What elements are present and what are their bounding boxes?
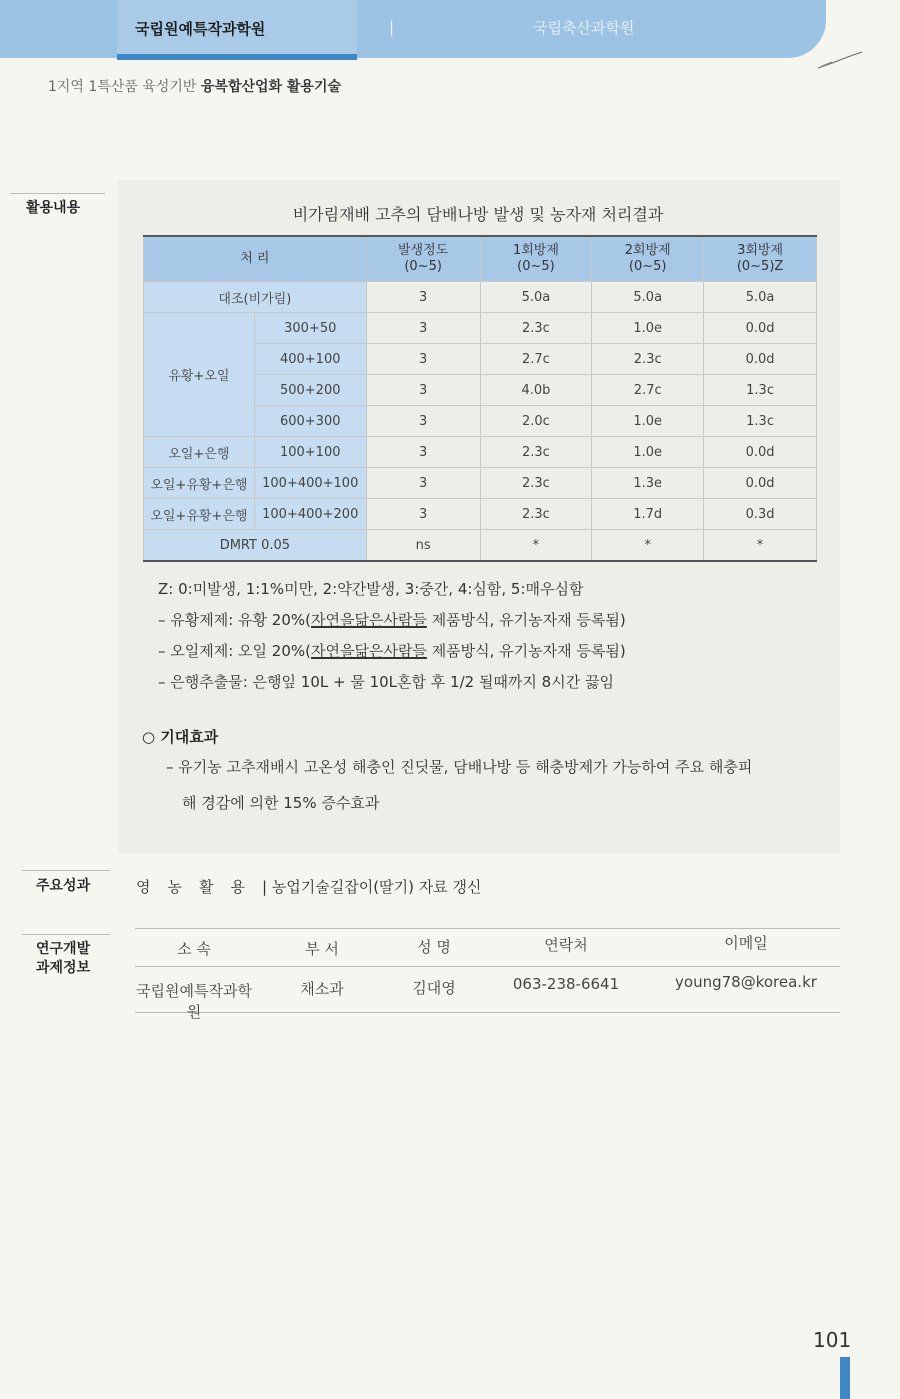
- header-dept: 부 서: [305, 940, 339, 958]
- effect-heading: ○ 기대효과: [142, 728, 219, 746]
- grid-line: [135, 928, 840, 929]
- tab-institute-livestock[interactable]: 국립축산과학원: [533, 19, 635, 37]
- cell-spray3: 1.3c: [704, 406, 817, 437]
- note-scale: Z: 0:미발생, 1:1%미만, 2:약간발생, 3:중간, 4:심함, 5:매우심함: [158, 580, 584, 598]
- value-dept: 채소과: [300, 980, 344, 998]
- cell-spray3: 0.0d: [704, 344, 817, 375]
- page-number: 101: [813, 1328, 852, 1352]
- row-ratio: 500+200: [254, 375, 366, 406]
- grid-line: [135, 966, 840, 967]
- header-spray1: 1회방제 (0~5): [480, 236, 592, 282]
- outcome-line: 영농활용| 농업기술길잡이(딸기) 자료 갱신: [136, 878, 482, 896]
- table-header-row: [144, 236, 817, 282]
- outcome-label: 주요성과: [36, 878, 91, 894]
- row-ratio: 100+400+100: [254, 468, 366, 499]
- effect-body: – 유기농 고추재배시 고온성 해충인 진딧물, 담배나방 등 해충방제가 가능하여 주요 해충피 해 경감에 의한 15% 증수효과: [166, 758, 753, 812]
- header-occurrence: 발생정도 (0~5): [366, 236, 480, 282]
- cell-occurrence: 3: [366, 313, 480, 344]
- cell-spray3: 1.3c: [704, 375, 817, 406]
- cell-spray3: 0.0d: [704, 313, 817, 344]
- header-org: 소 속: [177, 940, 211, 958]
- cell-spray2: 5.0a: [592, 282, 704, 313]
- note-sulfur: – 유황제제: 유황 20%(자연을닮은사람들 제품방식, 유기농자재 등록됨): [158, 611, 626, 629]
- row-group: 유황+오일: [144, 313, 255, 437]
- page-number-bar: [840, 1357, 850, 1399]
- row-ratio: 100+400+200: [254, 499, 366, 530]
- cell-spray1: 2.3c: [480, 499, 592, 530]
- cell-spray3: 0.0d: [704, 437, 817, 468]
- cell-occurrence: 3: [366, 499, 480, 530]
- cell-spray3: *: [704, 530, 817, 562]
- cell-occurrence: 3: [366, 344, 480, 375]
- cell-spray3: 0.3d: [704, 499, 817, 530]
- row-group: 오일+유황+은행: [144, 468, 255, 499]
- cell-spray2: 2.3c: [592, 344, 704, 375]
- section-divider: [22, 934, 110, 935]
- cell-spray2: 1.0e: [592, 437, 704, 468]
- table-row: [144, 282, 817, 313]
- tab-underline: [117, 54, 357, 60]
- cell-spray1: 2.0c: [480, 406, 592, 437]
- section-divider: [10, 193, 105, 194]
- note-oil: – 오일제제: 오일 20%(자연을닮은사람들 제품방식, 유기농자재 등록됨): [158, 642, 626, 660]
- page-subtitle: 1지역 1특산품 육성기반 융복합산업화 활용기술: [48, 79, 342, 95]
- tab-institute-horticulture[interactable]: 국립원예특작과학원: [135, 20, 266, 38]
- cell-spray3: 5.0a: [704, 282, 817, 313]
- cell-spray1: 2.3c: [480, 437, 592, 468]
- table-row: [144, 313, 817, 344]
- rnd-label: 연구개발 과제정보: [36, 941, 91, 976]
- cell-spray1: 2.7c: [480, 344, 592, 375]
- cell-spray2: 2.7c: [592, 375, 704, 406]
- row-group: 오일+은행: [144, 437, 255, 468]
- cell-spray1: 2.3c: [480, 468, 592, 499]
- row-ratio: 100+100: [254, 437, 366, 468]
- row-group: 오일+유황+은행: [144, 499, 255, 530]
- header-spray2: 2회방제 (0~5): [592, 236, 704, 282]
- header-name: 성 명: [417, 938, 451, 956]
- pen-mark-icon: [810, 42, 870, 72]
- cell-spray3: 0.0d: [704, 468, 817, 499]
- row-dmrt-label: DMRT 0.05: [144, 530, 367, 562]
- table-row: [144, 499, 817, 530]
- value-email[interactable]: young78@korea.kr: [675, 973, 817, 991]
- cell-spray2: 1.7d: [592, 499, 704, 530]
- table-notes: [158, 574, 626, 698]
- cell-occurrence: 3: [366, 468, 480, 499]
- cell-spray1: *: [480, 530, 592, 562]
- header-contact: 연락처: [544, 936, 588, 954]
- cell-spray2: 1.0e: [592, 313, 704, 344]
- value-contact: 063-238-6641: [512, 975, 620, 993]
- cell-spray2: 1.3e: [592, 468, 704, 499]
- value-org: 국립원예특작과학원: [136, 982, 252, 1021]
- note-ginkgo: – 은행추출물: 은행잎 10L + 물 10L혼합 후 1/2 될때까지 8시간 끓임: [158, 673, 614, 691]
- table-row-dmrt: [144, 530, 817, 562]
- table-title: 비가림재배 고추의 담배나방 발생 및 농자재 처리결과: [292, 205, 664, 224]
- section-divider: [22, 870, 110, 871]
- header-treatment: 처 리: [144, 236, 367, 282]
- cell-spray1: 4.0b: [480, 375, 592, 406]
- header-email: 이메일: [724, 934, 768, 952]
- row-ratio: 300+50: [254, 313, 366, 344]
- tab-separator: |: [389, 18, 395, 36]
- cell-occurrence: 3: [366, 406, 480, 437]
- row-ratio: 600+300: [254, 406, 366, 437]
- cell-occurrence: 3: [366, 282, 480, 313]
- table-row: [144, 437, 817, 468]
- results-table: [143, 235, 817, 562]
- cell-occurrence: ns: [366, 530, 480, 562]
- cell-occurrence: 3: [366, 375, 480, 406]
- table-row: [144, 468, 817, 499]
- row-treatment: 대조(비가림): [144, 282, 367, 313]
- cell-occurrence: 3: [366, 437, 480, 468]
- cell-spray2: *: [592, 530, 704, 562]
- header-spray3: 3회방제 (0~5)Z: [704, 236, 817, 282]
- usage-label: 활용내용: [26, 200, 81, 216]
- cell-spray2: 1.0e: [592, 406, 704, 437]
- cell-spray1: 2.3c: [480, 313, 592, 344]
- cell-spray1: 5.0a: [480, 282, 592, 313]
- value-name: 김대영: [412, 979, 456, 997]
- row-ratio: 400+100: [254, 344, 366, 375]
